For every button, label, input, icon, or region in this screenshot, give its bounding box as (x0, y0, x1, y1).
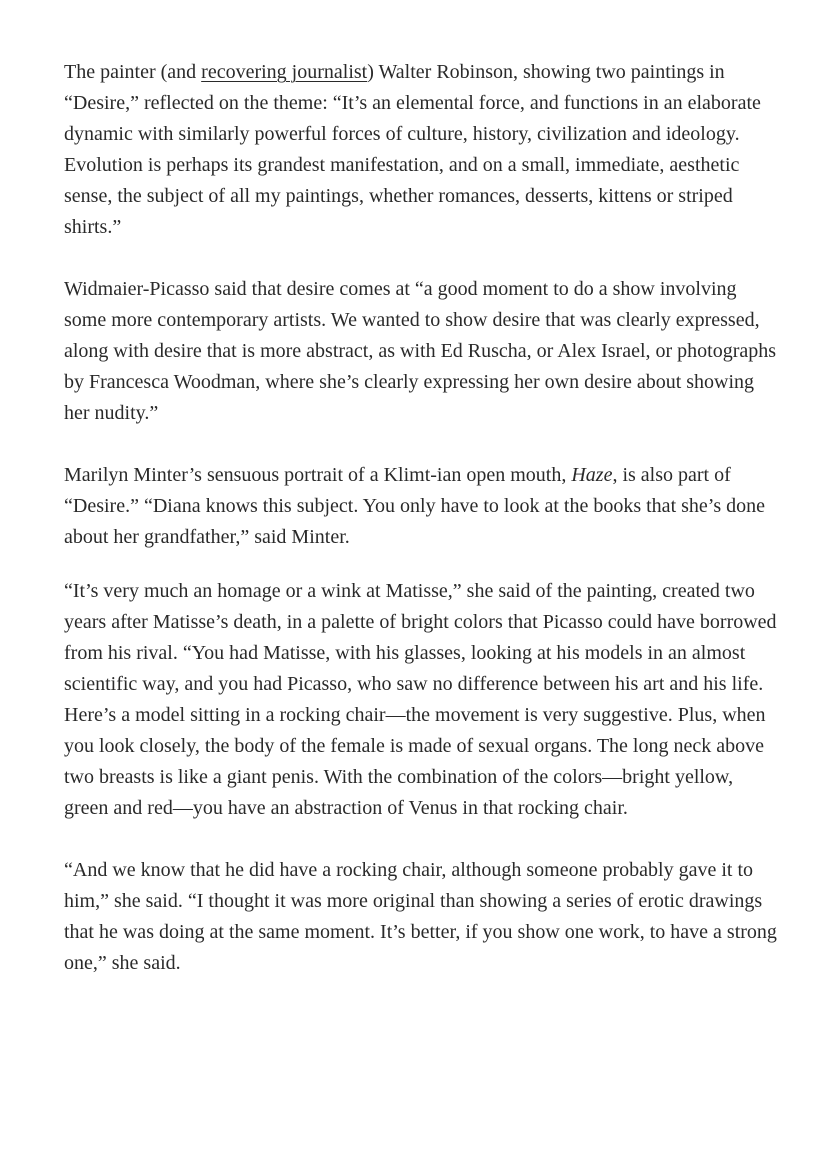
paragraph-marilyn-minter (64, 460, 780, 553)
paragraph-matisse-homage: “It’s very much an homage or a wink at Matisse,” she said of the painting, created two years after Matisse’s death, in a palette of bright colors that Picasso could have borrowed from his rival. “You had Matisse, with his glasses, looking at his models in an almost scientific way, and you had Picasso, who saw no difference between his art and his life. Here’s a model sitting in a rocking chair—the movement is very suggestive. Plus, when you look closely, the body of the female is made of sexual organs. The long neck above two breasts is like a giant penis. With the combination of the colors—bright yellow, green and red—you have an abstraction of Venus in that rocking chair. (64, 580, 777, 819)
paragraph-text: , is also part of “Desire.” “Diana knows this subject. You only have to look at the books that she’s done about her grandfather,” said Minter. (64, 464, 765, 548)
recovering-journalist-link[interactable]: recovering journalist (201, 61, 368, 83)
paragraph-text: The painter (and (64, 61, 202, 83)
paragraph-widmaier-picasso: Widmaier-Picasso said that desire comes at “a good moment to do a show involving some more contemporary artists. We wanted to show desire that was clearly expressed, along with desire that is more abstract, as with Ed Ruscha, or Alex Israel, or photographs by Francesca Woodman, where she’s clearly expressing her own desire about showing her nudity.” (64, 278, 777, 424)
paragraph-text: ) Walter Robinson, showing two paintings in “Desire,” reflected on the theme: “It’s an elemental force, and functions in an elaborate dynamic with similarly powerful forces of culture, history, civilization and ideology. Evolution is perhaps its grandest manifestation, and on a small, immediate, aesthetic sense, the subject of all my paintings, whether romances, desserts, kittens or striped shirts.” (64, 61, 761, 238)
paragraph-text: Marilyn Minter’s sensuous portrait of a Klimt-ian open mouth, (64, 464, 572, 486)
paragraph-rocking-chair: “And we know that he did have a rocking chair, although someone probably gave it to him,” she said. “I thought it was more original than showing a series of erotic drawings that he was doing at the same moment. It’s better, if you show one work, to have a strong one,” she said. (64, 859, 777, 974)
article-body (64, 57, 780, 1010)
paragraph-walter-robinson (64, 57, 780, 243)
artwork-title-haze: Haze (571, 464, 613, 486)
